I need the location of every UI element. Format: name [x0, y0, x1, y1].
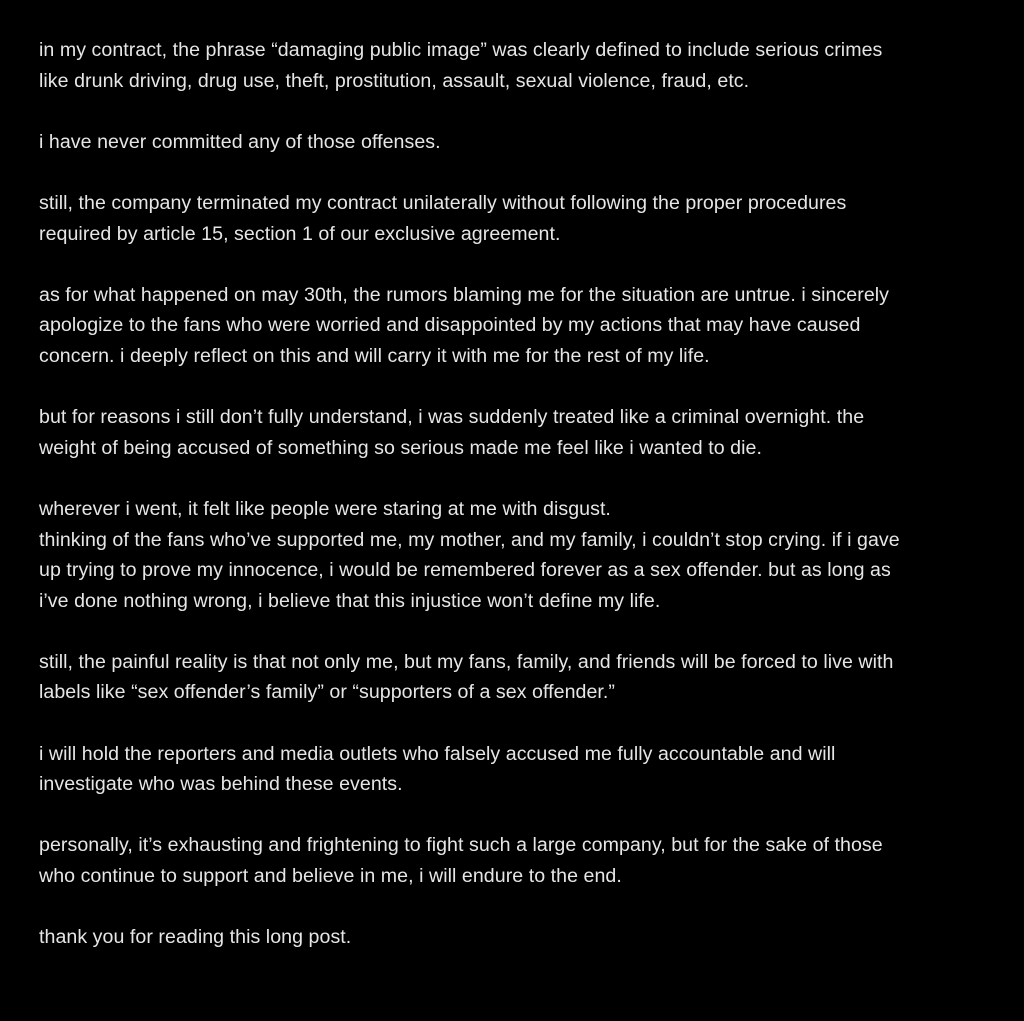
paragraph-staring-disgust: wherever i went, it felt like people were staring at me with disgust. thinking of the fans who’ve supported me, my mother, and my family, i couldn’t stop crying. if i gave up trying to prove my innocence, i would be remembered forever as a sex offender. but as long as i’ve done nothing wrong, i believe that this injustice won’t define my life.	[39, 497, 900, 612]
paragraph-may-30th: as for what happened on may 30th, the rumors blaming me for the situation are untrue. i sincerely apologize to the fans who were worried and disappointed by my actions that may have caused concern. i deeply reflect on this and will carry it with me for the rest of my life.	[39, 283, 890, 367]
paragraph-endure: personally, it’s exhausting and frightening to fight such a large company, but for the sake of those who continue to support and believe in me, i will endure to the end.	[39, 834, 883, 888]
paragraph-treated-like-criminal: but for reasons i still don’t fully understand, i was suddenly treated like a criminal overnight. the weight of being accused of something so serious made me feel like i wanted to die.	[39, 406, 865, 459]
paragraph-hold-accountable: i will hold the reporters and media outlets who falsely accused me fully accountable and will investigate who was behind these events.	[39, 742, 836, 796]
paragraph-contract-termination: still, the company terminated my contract unilaterally without following the proper procedures required by article 15, section 1 of our exclusive agreement.	[39, 191, 847, 245]
paragraph-thank-you: thank you for reading this long post.	[39, 926, 352, 949]
paragraph-painful-reality: still, the painful reality is that not only me, but my fans, family, and friends will be forced to live with labels like “sex offender’s family” or “supporters of a sex offender.”	[39, 650, 894, 704]
paragraph-contract-definition: in my contract, the phrase “damaging public image” was clearly defined to include serious crimes like drunk driving, drug use, theft, prostitution, assault, sexual violence, fraud, etc.	[39, 39, 883, 92]
paragraph-no-offenses: i have never committed any of those offenses.	[39, 130, 441, 153]
